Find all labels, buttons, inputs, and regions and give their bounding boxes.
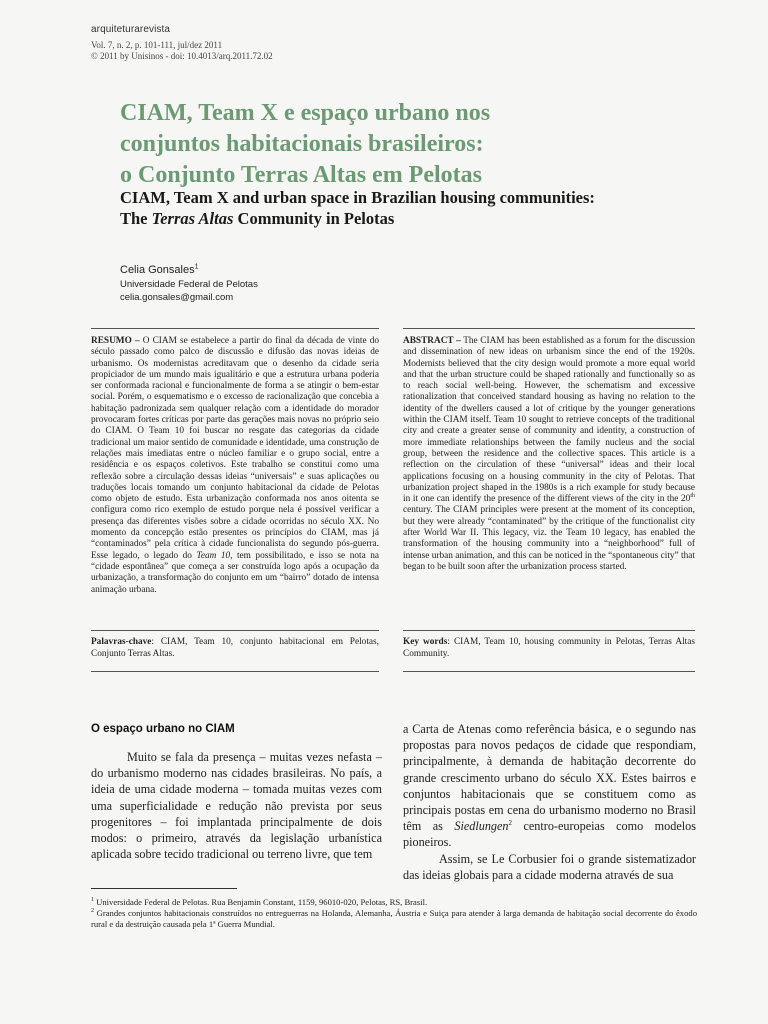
abstract-text-a: The CIAM has been established as a forum for the discussion and dissemination of new ideas on urbanism since the end of the 1920s. Modernists believed that the city design would promote a more equal world and that the urban structure could be shaped rationally and functionally so as to reach social well-being. However, the schematism and excessive rationalization that conceived standard housing as having no relation to the identity of the dwellers caused a lot of critique by the younger generations within the CIAM itself. Team 10 sought to retrieve concepts of the traditional city and create a greater sense of community and identity, a construction of more immediate relationships between the family nucleus and the social group, between the residence and the collective spaces. This article is a reflection on the circulation of these “universal” ideas and their local applications focusing on a housing community in the city of Pelotas. That urbanization project shaped in the 1980s is a rich example for study because in it one can identify the presence of the different views of the city in the 20 (403, 336, 696, 505)
resumo-italic: Team 10 (196, 550, 231, 561)
resumo-label: RESUMO – (91, 336, 140, 346)
body-left-paragraph: Muito se fala da presença – muitas vezes nefasta – do urbanismo moderno nas cidades brasileiras. No país, a ideia de uma cidade moderna – tomada muitas vezes com uma superficialidade e redução não prevista por seus progenitores – foi implantada principalmente de dois modos: o primeiro, através da legislação urbanística aplicada sobre tecido tradicional ou terreno livre, que tem (91, 750, 382, 862)
abstract-sup: th (690, 493, 695, 500)
footnote-rule (91, 888, 237, 889)
title-pt-line-3: o Conjunto Terras Altas em Pelotas (120, 162, 482, 188)
footnotes (91, 897, 697, 930)
title-portuguese (120, 98, 680, 191)
resumo-top-rule (91, 328, 379, 329)
title-en-italic: Terras Altas (151, 209, 234, 228)
abstract-keywords-rule (403, 630, 695, 631)
body-right-paragraph-2: Assim, se Le Corbusier foi o grande sistematizador das ideias globais para a cidade moderna através de sua (403, 851, 696, 882)
title-pt-line-2: conjuntos habitacionais brasileiros: (120, 131, 484, 157)
palavras-chave-label: Palavras-chave (91, 637, 152, 647)
resumo-text-end: , tem possibilitado, e isso se nota na “cidade espontânea” que começa a ser construída logo após a ocupação da urbanização, a transformação do conjunto em um “bairro” dotado de intensa animação urbana. (91, 550, 380, 595)
author-email[interactable]: celia.gonsales@gmail.com (120, 292, 234, 303)
title-english (120, 187, 680, 229)
key-words (403, 637, 695, 660)
palavras-chave-text: : CIAM, Team 10, conjunto habitacional em Pelotas, Conjunto Terras Altas. (91, 637, 379, 659)
key-words-label: Key words (403, 637, 448, 647)
author-note-marker: 1 (194, 263, 199, 271)
footnote-ref-2[interactable]: 2 (508, 819, 513, 828)
journal-doi-line: © 2011 by Unisinos - doi: 10.4013/arq.2011.72.02 (91, 51, 273, 61)
abstract-top-rule (403, 328, 695, 329)
body-right-column (403, 721, 696, 883)
body-right-paragraph-1: a Carta de Atenas como referência básica, e o segundo nas propostas para novos pedaços de cidade que respondiam, principalmente, à demanda de habitação decorrente do grande crescimento urbano do século XX. Estes bairros e conjuntos habitacionais que se constituem como as principais postas em cena do urbanismo moderno no Brasil têm as Siedlungen$^2$ centro-europeias como modelos pioneiros. (403, 722, 696, 850)
footnote-2: $^2$ Grandes conjuntos habitacionais construídos no entreguerras na Holanda, Alemanha, Áustria e Suiça para atender à larga demanda de habitação social decorrente do êxodo rural e da destruição causada pela 1ª Guerra Mundial. (91, 908, 697, 929)
author-affiliation: Universidade Federal de Pelotas (120, 279, 258, 290)
resumo-bottom-rule (91, 671, 379, 672)
resumo-text: O CIAM se estabelece a partir do final da década de vinte do século passado como palco de discussão e difusão das novas ideias de urbanismo. Os modernistas acreditavam que o desenho da cidade seria propiciador de um mundo mais igualitário e que a estrutura urbana poderia ser conformada racional e funcionalmente de forma a se atingir o bem-estar social. Porém, o esquematismo e o excesso de racionalização que concebia a habitação padronizada sem qualquer relação com a identidade do morador provocaram fortes críticas por parte das gerações mais novas no próprio seio do CIAM. O Team 10 foi buscar no resgate das categorias da cidade tradicional um maior sentido de comunidade e identidade, uma construção de relações mais imediatas entre o núcleo familiar e o grupo social, entre a residência e os espaços coletivos. Este trabalho se constitui como uma reflexão sobre a circulação dessas ideias “universais” e suas aplicações ou traduções locais tomando um conjunto habitacional da cidade de Pelotas como objeto de estudo. Esta urbanização conformada nos anos oitenta se configura como rico exemplo de estudo porque nela é possível verificar a presença das diferentes visões sobre a cidade ocorridas no século XX. No momento da concepção estão presentes os princípios do CIAM, mas já “contaminados” pela crítica à cidade funcionalista do segundo pós-guerra. Esse legado, o legado do (91, 336, 380, 561)
key-words-text: : CIAM, Team 10, housing community in Pelotas, Terras Altas Community. (403, 637, 696, 659)
title-pt-line-1: CIAM, Team X e espaço urbano nos (120, 100, 491, 126)
resumo-block (91, 336, 379, 596)
resumo-keywords-rule (91, 630, 379, 631)
abstract-bottom-rule (403, 671, 695, 672)
abstract-block (403, 336, 695, 573)
palavras-chave (91, 637, 379, 660)
abstract-label: ABSTRACT – (403, 336, 461, 346)
title-en-line-1: CIAM, Team X and urban space in Brazilian housing communities: (120, 188, 595, 207)
author-name: Celia Gonsales$^1$ (120, 263, 199, 276)
footnote-1: $^1$ Universidade Federal de Pelotas. Rua Benjamin Constant, 1159, 96010-020, Pelotas, RS, Brasil. (91, 897, 428, 907)
body-left-column (91, 749, 382, 862)
journal-volume-line: Vol. 7, n. 2, p. 101-111, jul/dez 2011 (91, 40, 223, 50)
section-heading: O espaço urbano no CIAM (91, 723, 235, 735)
siedlungen-italic: Siedlungen (454, 819, 509, 834)
journal-name: arquiteturarevista (91, 24, 171, 35)
abstract-text-b: century. The CIAM principles were present at the moment of its conception, but they were already “contaminated” by the critique of the functionalist city after World War II. This legacy, viz. the Team 10 legacy, has enabled the transformation of the housing community into a “neighborhood” full of intense urban animation, and this can be noticed in the “spontaneous city” that began to be built soon after the urbanization process started. (403, 505, 695, 572)
title-en-line-2: The Terras Altas Community in Pelotas (120, 209, 395, 228)
